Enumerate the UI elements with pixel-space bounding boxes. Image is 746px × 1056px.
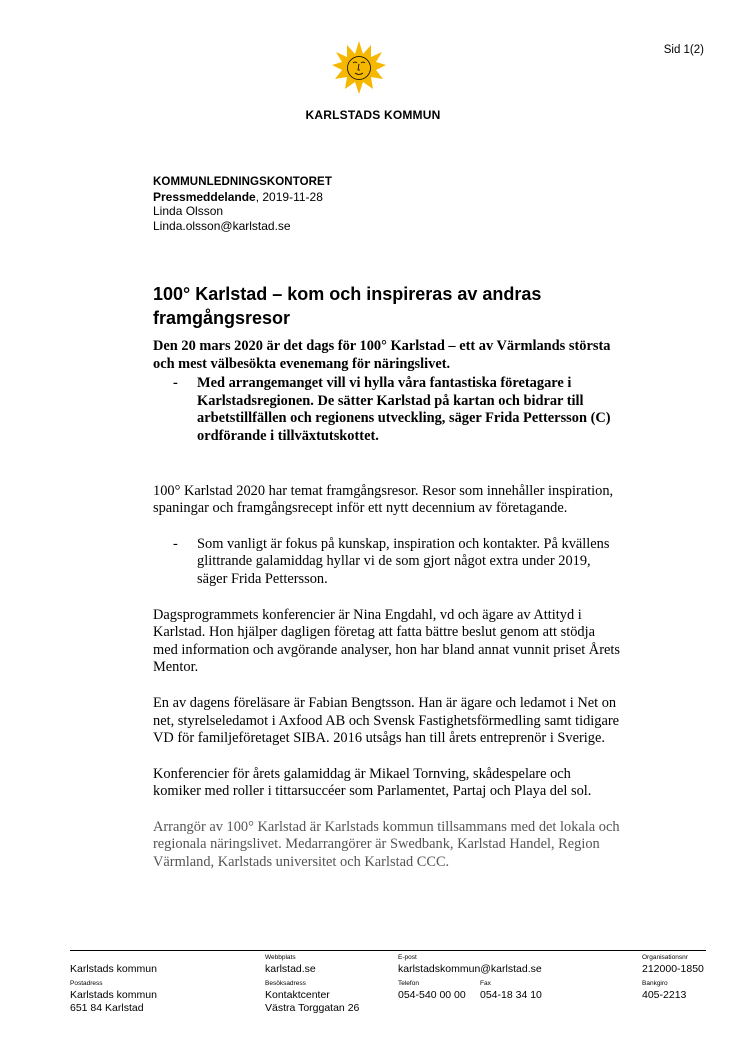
sender-email: Linda.olsson@karlstad.se: [153, 218, 291, 233]
footer-org: Karlstads kommun: [70, 963, 157, 975]
footer-fax: 054-18 34 10: [480, 989, 542, 1001]
footer-email-label: E-post: [398, 954, 417, 961]
quote-dash: -: [173, 535, 178, 552]
footer-fax-label: Fax: [480, 980, 491, 987]
footer-web: karlstad.se: [265, 963, 316, 975]
page-number: Sid 1(2): [663, 44, 704, 56]
quote-2: [153, 536, 621, 589]
footer-postal-label: Postadress: [70, 980, 103, 987]
quote-1-text: Med arrangemanget vill vi hylla våra fantastiska företagare i Karlstadsregionen. De sätter Karlstad på kartan och bidrar till arbetstillfällen och regionens utveckling, säger Frida Pettersson (C) ordförande i tillväxtutskottet.: [197, 375, 611, 444]
quote-2-text: Som vanligt är fokus på kunskap, inspiration och kontakter. På kvällens glittrande galamiddag hyllar vi de som gjort något extra under 2019, säger Frida Pettersson.: [197, 535, 610, 587]
headline: 100° Karlstad – kom och inspireras av andras framgångsresor: [153, 284, 542, 328]
paragraph-speaker: En av dagens föreläsare är Fabian Bengtsson. Han är ägare och ledamot i Net on net, styrelseledamot i Axfood AB och Svensk Fastighetsförmedling samt tidigare VD för familjeföretaget SIBA. 2016 utsågs han till årets entreprenör i Sverige.: [153, 694, 620, 747]
footer-visit-line1: Kontaktcenter: [265, 989, 330, 1001]
footer-bankgiro-label: Bankgiro: [642, 980, 668, 987]
lead-paragraph: Den 20 mars 2020 är det dags för 100° Karlstad – ett av Värmlands största och mest välbesökta evenemang för näringslivet.: [153, 338, 611, 372]
footer-orgnr-label: Organisationsnr: [642, 954, 688, 961]
quote-1: [153, 375, 621, 445]
quote-dash: -: [173, 375, 178, 392]
sender-name: Linda Olsson: [153, 204, 224, 218]
footer-visit-label: Besöksadress: [265, 980, 306, 987]
paragraph-gala: Konferencier för årets galamiddag är Mikael Tornving, skådespelare och komiker med roller i tittarsuccéer som Parlamentet, Partaj och Playa del sol.: [153, 765, 592, 800]
press-date: , 2019-11-28: [255, 189, 323, 204]
footer-phone-label: Telefon: [398, 980, 419, 987]
footer-orgnr: 212000-1850: [642, 963, 704, 975]
footer-web-label: Webbplats: [265, 954, 296, 961]
press-line: [153, 190, 332, 205]
paragraph-host: Dagsprogrammets konferencier är Nina Engdahl, vd och ägare av Attityd i Karlstad. Hon hjälper dagligen företag att fatta bättre beslut genom att stödja med information och avgörande analyser, hon har bland annat vunnit priset Årets Mentor.: [153, 606, 620, 676]
sun-logo-icon: [331, 40, 387, 96]
department: KOMMUNLEDNINGSKONTORET: [153, 176, 332, 188]
sender-block: [153, 175, 332, 233]
footer-visit-line2: Västra Torggatan 26: [265, 1002, 360, 1014]
paragraph-organizers: Arrangör av 100° Karlstad är Karlstads kommun tillsammans med det lokala och regionala näringslivet. Medarrangörer är Swedbank, Karlstad Handel, Region Värmland, Karlstads universitet och Karlstad CCC.: [153, 818, 620, 871]
footer-phone: 054-540 00 00: [398, 989, 466, 1001]
org-name: KARLSTADS KOMMUN: [305, 108, 441, 122]
footer-email: karlstadskommun@karlstad.se: [398, 963, 542, 975]
article-body: [153, 338, 621, 872]
footer-postal-line1: Karlstads kommun: [70, 989, 157, 1001]
press-label: Pressmeddelande: [153, 189, 256, 204]
paragraph-theme: 100° Karlstad 2020 har temat framgångsresor. Resor som innehåller inspiration, spaningar och framgångsrecept inför ett nytt decennium av företagande.: [153, 482, 614, 517]
footer-divider: [70, 950, 706, 951]
footer-postal-line2: 651 84 Karlstad: [70, 1002, 144, 1014]
footer-bankgiro: 405-2213: [642, 989, 687, 1001]
